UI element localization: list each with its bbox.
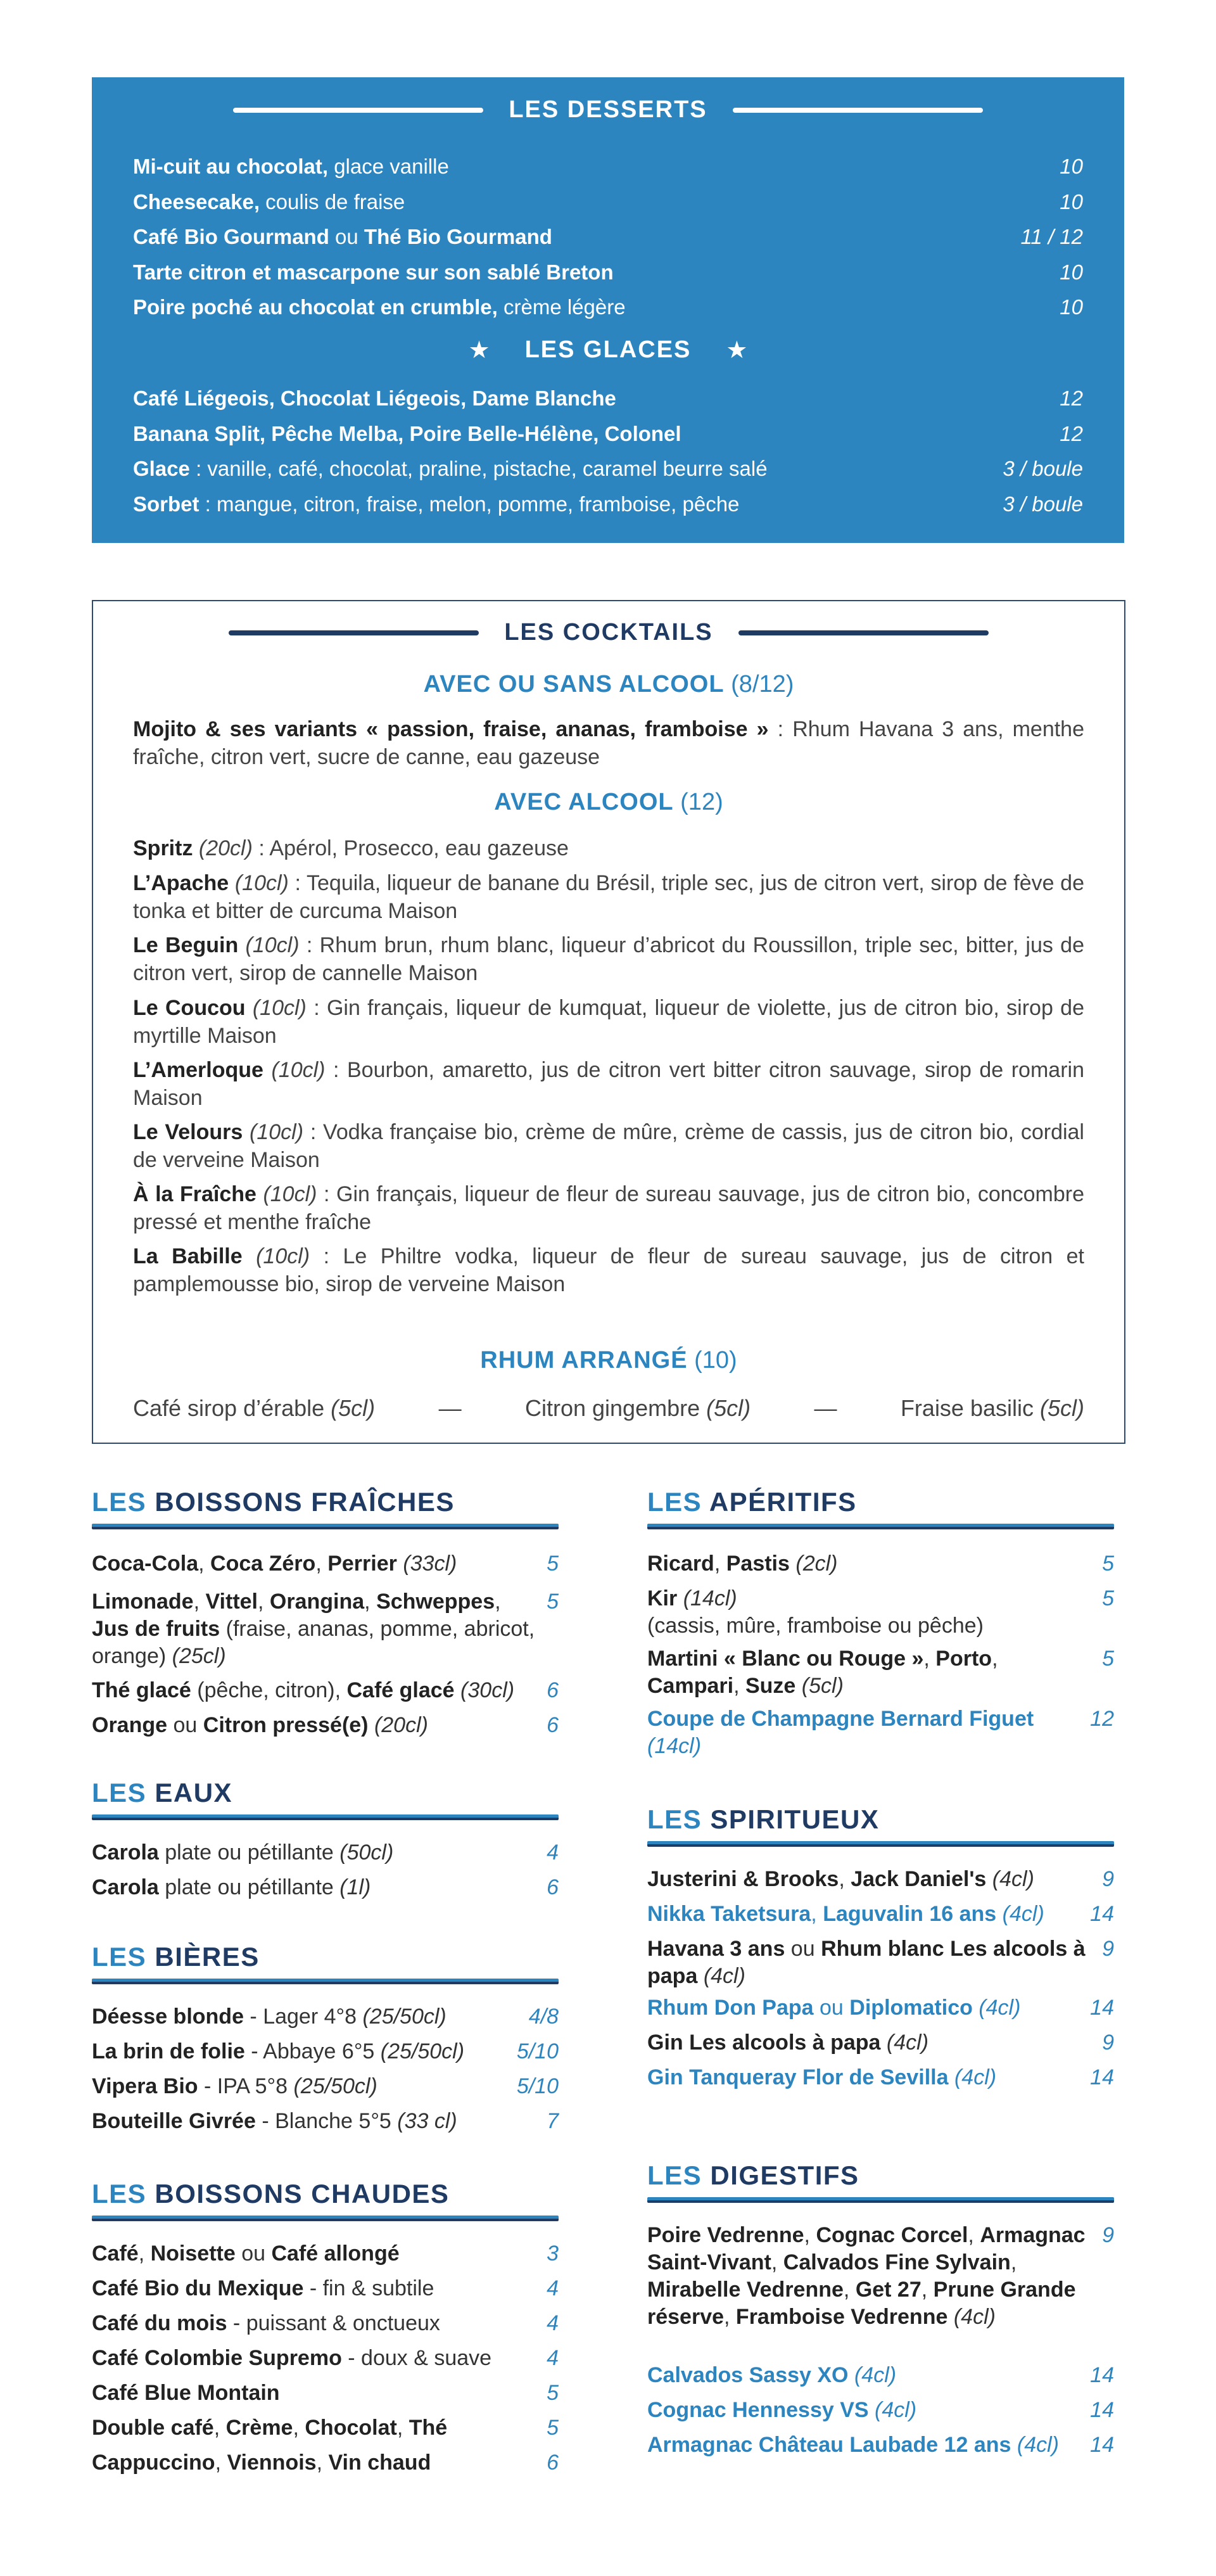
- item-label: Carola plate ou pétillante (1l): [92, 1875, 371, 1899]
- item-label: Coca-Cola, Coca Zéro, Perrier (33cl): [92, 1552, 457, 1576]
- item-price: 9: [1102, 1867, 1114, 1891]
- menu-item: [647, 1866, 1114, 1893]
- cocktail-item: Mojito & ses variants « passion, fraise, ananas, framboise » : Rhum Havana 3 ans, menthe fraîche, citron vert, sucre de canne, eau gazeuse: [133, 717, 1085, 769]
- section-rule: [647, 2197, 1114, 2203]
- menu-item: [92, 2038, 559, 2065]
- menu-item: [647, 1901, 1114, 1928]
- item-label: Armagnac Château Laubade 12 ans (4cl): [647, 2433, 1059, 2457]
- item-label: Déesse blonde - Lager 4°8 (25/50cl): [92, 2005, 446, 2029]
- item-label: Gin Les alcools à papa (4cl): [647, 2031, 929, 2055]
- menu-item: [92, 1550, 559, 1578]
- item-price: 9: [1102, 1937, 1114, 1961]
- cocktails-panel: [92, 600, 1125, 1444]
- section-title: LES EAUX: [92, 1778, 233, 1808]
- section-spiritueux: [647, 1804, 1114, 2089]
- menu-item: [92, 1677, 559, 1704]
- item-price: 7: [547, 2109, 559, 2133]
- section-aperitifs: [647, 1487, 1114, 1758]
- menu-item: [92, 1839, 559, 1866]
- glace-price: 3 / boule: [1003, 457, 1083, 480]
- menu-item: [647, 1994, 1114, 2022]
- item-price: 6: [547, 1678, 559, 1702]
- menu-item: [647, 2397, 1114, 2424]
- item-price: 6: [547, 1875, 559, 1899]
- dash-separator: —: [814, 1395, 837, 1421]
- section-rule: [92, 2216, 559, 2221]
- item-label: Rhum Don Papa ou Diplomatico (4cl): [647, 1996, 1021, 2020]
- item-price: 14: [1090, 1902, 1114, 1926]
- dessert-price: 10: [1060, 190, 1083, 214]
- item-label: Gin Tanqueray Flor de Sevilla (4cl): [647, 2065, 997, 2089]
- item-price: 9: [1102, 2031, 1114, 2055]
- cocktail-item: Spritz (20cl) : Apérol, Prosecco, eau gazeuse: [133, 836, 569, 860]
- item-price: 5: [1102, 1647, 1114, 1671]
- menu-item: [92, 2275, 559, 2302]
- menu-item: [647, 2222, 1114, 2331]
- glace-item: Glace : vanille, café, chocolat, praline, pistache, caramel beurre salé 3 / boule: [133, 457, 1083, 480]
- cocktail-item: Le Beguin (10cl) : Rhum brun, rhum blanc, liqueur d’abricot du Roussillon, triple sec, bitter, jus de citron vert, sirop de cannelle Maison: [133, 933, 1085, 985]
- item-label: Cappuccino, Viennois, Vin chaud: [92, 2451, 431, 2475]
- section-title: LES BIÈRES: [92, 1942, 260, 1972]
- cocktails-title: LES COCKTAILS: [504, 619, 713, 646]
- menu-item: [647, 2064, 1114, 2091]
- item-label: Café Colombie Supremo - doux & suave: [92, 2346, 492, 2370]
- section-rule: [647, 1524, 1114, 1529]
- item-price: 5: [547, 2381, 559, 2405]
- item-price: 5: [547, 2416, 559, 2440]
- cocktail-item: La Babille (10cl) : Le Philtre vodka, liqueur de fleur de sureau sauvage, jus de citron et pamplemousse bio, sirop de verveine Maison: [133, 1244, 1084, 1296]
- menu-item: [647, 2029, 1114, 2056]
- section-title: LES DIGESTIFS: [647, 2160, 859, 2190]
- section-rule: [92, 1979, 559, 1984]
- menu-item: [92, 2380, 559, 2407]
- cocktails-title-row: [93, 619, 1124, 646]
- dessert-price: 11 / 12: [1020, 225, 1083, 248]
- section-title: LES APÉRITIFS: [647, 1487, 857, 1517]
- item-label: Ricard, Pastis (2cl): [647, 1552, 838, 1576]
- dessert-item: Tarte citron et mascarpone sur son sablé Breton 10: [133, 260, 1083, 284]
- item-price: 5: [547, 1552, 559, 1576]
- item-label: Nikka Taketsura, Laguvalin 16 ans (4cl): [647, 1902, 1044, 1926]
- menu-item: [647, 1585, 1114, 1640]
- item-label: Martini « Blanc ou Rouge », Porto, Campari, Suze (5cl): [647, 1647, 998, 1698]
- dessert-item: Café Bio Gourmand ou Thé Bio Gourmand 11 / 12: [133, 225, 1083, 248]
- dash-separator: —: [438, 1395, 462, 1421]
- subsection-title: AVEC OU SANS ALCOOL (8/12): [423, 671, 794, 698]
- item-price: 5: [1102, 1586, 1114, 1610]
- menu-item: [92, 2240, 559, 2267]
- item-label: Calvados Sassy XO (4cl): [647, 2363, 897, 2387]
- menu-item: [92, 1588, 559, 1670]
- menu-item: [647, 1935, 1114, 1990]
- glace-item: Sorbet : mangue, citron, fraise, melon, pomme, framboise, pêche 3 / boule: [133, 492, 1083, 516]
- item-label: Limonade, Vittel, Orangina, Schweppes, Jus de fruits (fraise, ananas, pomme, abricot, orange) (25cl): [92, 1590, 535, 1668]
- rhum-item: Citron gingembre (5cl): [524, 1395, 751, 1421]
- item-label: La brin de folie - Abbaye 6°5 (25/50cl): [92, 2039, 465, 2063]
- section-boissons-chaudes: [92, 2179, 559, 2475]
- item-price: 12: [1090, 1707, 1114, 1731]
- menu-item: [92, 2003, 559, 2031]
- menu-item: [647, 2432, 1114, 2459]
- item-price: 14: [1090, 2363, 1114, 2387]
- menu-item: [92, 2108, 559, 2135]
- title-rule-left: [229, 630, 479, 635]
- dessert-price: 10: [1060, 295, 1083, 319]
- item-label: Cognac Hennessy VS (4cl): [647, 2398, 917, 2422]
- menu-item: [92, 2449, 559, 2477]
- glace-price: 3 / boule: [1003, 492, 1083, 516]
- subsection-title: RHUM ARRANGÉ (10): [480, 1347, 737, 1374]
- item-price: 5: [1102, 1552, 1114, 1576]
- rhum-item: Fraise basilic (5cl): [900, 1395, 1084, 1421]
- section-title: LES BOISSONS CHAUDES: [92, 2179, 450, 2209]
- section-rule: [92, 1814, 559, 1820]
- item-price: 9: [1102, 2223, 1114, 2247]
- glaces-title-row: [92, 336, 1124, 364]
- glace-price: 12: [1060, 422, 1083, 445]
- item-price: 14: [1090, 2065, 1114, 2089]
- desserts-title-row: [92, 96, 1124, 124]
- item-label: Havana 3 ans ou Rhum blanc Les alcools à papa (4cl): [647, 1937, 1086, 1988]
- menu-item: [647, 1645, 1114, 1700]
- star-icon: ★: [468, 337, 490, 364]
- item-label: Orange ou Citron pressé(e) (20cl): [92, 1713, 428, 1737]
- menu-item: [647, 2362, 1114, 2389]
- item-price: 3: [547, 2241, 559, 2266]
- item-label: Café Bio du Mexique - fin & subtile: [92, 2276, 434, 2300]
- item-price: 6: [547, 1713, 559, 1737]
- item-price: 6: [547, 2451, 559, 2475]
- glace-item: Banana Split, Pêche Melba, Poire Belle-Hélène, Colonel 12: [133, 422, 1083, 445]
- item-price: 14: [1090, 2398, 1114, 2422]
- item-price: 5/10: [516, 2039, 559, 2063]
- section-title: LES BOISSONS FRAÎCHES: [92, 1487, 455, 1517]
- item-price: 14: [1090, 1996, 1114, 2020]
- item-price: 14: [1090, 2433, 1114, 2457]
- title-rule-right: [733, 108, 983, 113]
- item-price: 5/10: [516, 2074, 559, 2098]
- item-price: 4/8: [528, 2005, 559, 2029]
- menu-item: [92, 2310, 559, 2337]
- subsection-title: AVEC ALCOOL (12): [494, 789, 723, 815]
- menu-item: [92, 2414, 559, 2442]
- dessert-item: Poire poché au chocolat en crumble, crème légère 10: [133, 295, 1083, 319]
- item-price: 4: [547, 2346, 559, 2370]
- glace-item: Café Liégeois, Chocolat Liégeois, Dame Blanche 12: [133, 386, 1083, 410]
- section-boissons-fraiches: [92, 1487, 559, 1737]
- section-eaux: [92, 1778, 559, 1899]
- menu-item: [92, 1874, 559, 1901]
- item-price: 4: [547, 1840, 559, 1865]
- item-price: 4: [547, 2276, 559, 2300]
- cocktail-item: L’Amerloque (10cl) : Bourbon, amaretto, jus de citron vert bitter citron sauvage, sirop de romarin Maison: [133, 1058, 1084, 1110]
- item-label: Coupe de Champagne Bernard Figuet (14cl): [647, 1707, 1034, 1758]
- item-label: Vipera Bio - IPA 5°8 (25/50cl): [92, 2074, 377, 2098]
- cocktail-item: À la Fraîche (10cl) : Gin français, liqueur de fleur de sureau sauvage, jus de citron bio, concombre pressé et menthe fraîche: [133, 1182, 1085, 1234]
- glace-price: 12: [1060, 386, 1083, 410]
- dessert-price: 10: [1060, 155, 1083, 178]
- star-icon: ★: [726, 337, 748, 364]
- dessert-item: Mi-cuit au chocolat, glace vanille 10: [133, 155, 1083, 178]
- desserts-title: LES DESSERTS: [509, 96, 707, 123]
- menu-item: [647, 1550, 1114, 1578]
- item-label: Café du mois - puissant & onctueux: [92, 2311, 440, 2335]
- cocktail-item: L’Apache (10cl) : Tequila, liqueur de banane du Brésil, triple sec, jus de citron vert, sirop de fève de tonka et bitter de curcuma Maison: [133, 871, 1084, 923]
- desserts-panel: [92, 77, 1124, 543]
- item-label: Café Blue Montain: [92, 2381, 280, 2405]
- item-label: Kir (14cl) (cassis, mûre, framboise ou pêche): [647, 1586, 984, 1638]
- item-label: Justerini & Brooks, Jack Daniel's (4cl): [647, 1867, 1034, 1891]
- menu-item: [92, 2073, 559, 2100]
- title-rule-right: [738, 630, 989, 635]
- item-price: 4: [547, 2311, 559, 2335]
- rhum-list: [133, 1395, 1084, 1422]
- section-digestifs: [647, 2160, 1114, 2457]
- item-label: Double café, Crème, Chocolat, Thé: [92, 2416, 448, 2440]
- cocktail-item: Le Velours (10cl) : Vodka française bio, crème de mûre, crème de cassis, jus de citron bio, cordial de verveine Maison: [133, 1120, 1084, 1172]
- rhum-item: Café sirop d’érable (5cl): [133, 1395, 376, 1421]
- item-label: Bouteille Givrée - Blanche 5°5 (33 cl): [92, 2109, 457, 2133]
- menu-item: [92, 2345, 559, 2372]
- section-rule: [92, 1524, 559, 1529]
- section-bieres: [92, 1942, 559, 2133]
- title-rule-left: [233, 108, 483, 113]
- item-label: Café, Noisette ou Café allongé: [92, 2241, 400, 2266]
- item-price: 5: [547, 1590, 559, 1614]
- section-rule: [647, 1841, 1114, 1847]
- item-label: Poire Vedrenne, Cognac Corcel, Armagnac Saint-Vivant, Calvados Fine Sylvain, Mirabelle Vedrenne, Get 27, Prune Grande réserve, Framboise Vedrenne (4cl): [647, 2223, 1086, 2329]
- dessert-price: 10: [1060, 260, 1083, 284]
- cocktail-item: Le Coucou (10cl) : Gin français, liqueur de kumquat, liqueur de violette, jus de citron bio, sirop de myrtille Maison: [133, 996, 1084, 1048]
- menu-item: [92, 1712, 559, 1739]
- item-label: Thé glacé (pêche, citron), Café glacé (30cl): [92, 1678, 515, 1702]
- dessert-item: Cheesecake, coulis de fraise 10: [133, 190, 1083, 214]
- glaces-title: LES GLACES: [524, 336, 692, 363]
- menu-item: [647, 1706, 1114, 1760]
- item-label: Carola plate ou pétillante (50cl): [92, 1840, 394, 1865]
- section-title: LES SPIRITUEUX: [647, 1804, 880, 1834]
